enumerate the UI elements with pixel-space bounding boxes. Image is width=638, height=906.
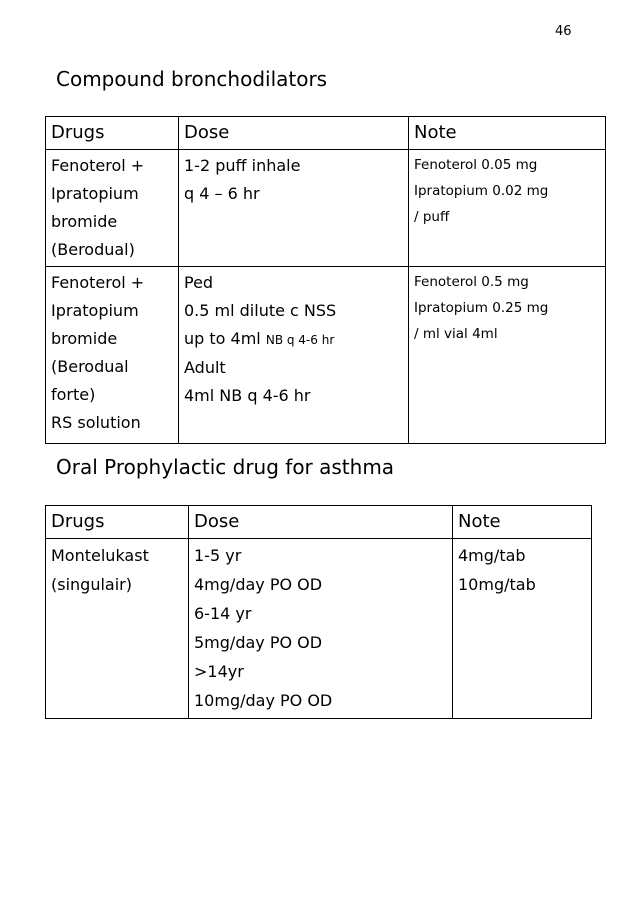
dose-line: Adult bbox=[184, 358, 226, 377]
header-dose: Dose bbox=[189, 506, 453, 539]
dose-line: 5mg/day PO OD bbox=[194, 633, 323, 652]
drug-line: Fenoterol + bbox=[51, 156, 145, 175]
dose-cell bbox=[189, 539, 453, 719]
note-line: Fenoterol 0.05 mg bbox=[414, 157, 538, 173]
note-line: / ml vial 4ml bbox=[414, 326, 498, 342]
dose-line: 10mg/day PO OD bbox=[194, 691, 333, 710]
note-cell bbox=[453, 539, 592, 719]
dose-line: 4mg/day PO OD bbox=[194, 575, 323, 594]
drug-cell bbox=[46, 539, 189, 719]
note-line: Fenoterol 0.5 mg bbox=[414, 274, 529, 290]
drug-line: (Berodual) bbox=[51, 240, 135, 259]
note-line: Ipratopium 0.25 mg bbox=[414, 300, 549, 316]
header-drugs: Drugs bbox=[46, 117, 179, 150]
drug-cell bbox=[46, 267, 179, 444]
dose-line: >14yr bbox=[194, 662, 244, 681]
dose-line bbox=[184, 325, 403, 354]
dose-line: 4ml NB q 4-6 hr bbox=[184, 386, 311, 405]
note-cell bbox=[409, 150, 606, 267]
drug-line: forte) bbox=[51, 385, 96, 404]
dose-frequency: NB q 4-6 hr bbox=[265, 333, 335, 347]
drug-line: (singulair) bbox=[51, 575, 132, 594]
drug-line: Fenoterol + bbox=[51, 273, 145, 292]
header-drugs: Drugs bbox=[46, 506, 189, 539]
compound-bronchodilators-table bbox=[45, 116, 606, 444]
dose-line: 6-14 yr bbox=[194, 604, 252, 623]
note-line: / puff bbox=[414, 209, 450, 225]
table-header-row bbox=[46, 117, 606, 150]
dose-cell bbox=[179, 267, 409, 444]
drug-line: Ipratopium bbox=[51, 301, 139, 320]
dose-line: q 4 – 6 hr bbox=[184, 184, 260, 203]
section-title-compound-bronchodilators: Compound bronchodilators bbox=[56, 67, 328, 91]
dose-line: 1-5 yr bbox=[194, 546, 242, 565]
drug-line: Ipratopium bbox=[51, 184, 139, 203]
oral-prophylactic-table bbox=[45, 505, 592, 719]
note-line: Ipratopium 0.02 mg bbox=[414, 183, 549, 199]
note-line: 4mg/tab bbox=[458, 546, 526, 565]
table-header-row bbox=[46, 506, 592, 539]
dose-volume: up to 4ml bbox=[184, 329, 261, 348]
dose-line: 1-2 puff inhale bbox=[184, 156, 301, 175]
table-row bbox=[46, 267, 606, 444]
drug-line: Montelukast bbox=[51, 546, 149, 565]
dose-line: Ped bbox=[184, 273, 214, 292]
table-row bbox=[46, 539, 592, 719]
header-note: Note bbox=[453, 506, 592, 539]
table-row bbox=[46, 150, 606, 267]
dose-cell bbox=[179, 150, 409, 267]
drug-line: RS solution bbox=[51, 413, 141, 432]
section-title-oral-prophylactic: Oral Prophylactic drug for asthma bbox=[56, 455, 395, 479]
header-dose: Dose bbox=[179, 117, 409, 150]
page-number: 46 bbox=[555, 24, 572, 39]
note-cell bbox=[409, 267, 606, 444]
drug-line: (Berodual bbox=[51, 357, 129, 376]
header-note: Note bbox=[409, 117, 606, 150]
drug-line: bromide bbox=[51, 212, 118, 231]
note-line: 10mg/tab bbox=[458, 575, 536, 594]
dose-line: 0.5 ml dilute c NSS bbox=[184, 301, 337, 320]
drug-line: bromide bbox=[51, 329, 118, 348]
drug-cell bbox=[46, 150, 179, 267]
